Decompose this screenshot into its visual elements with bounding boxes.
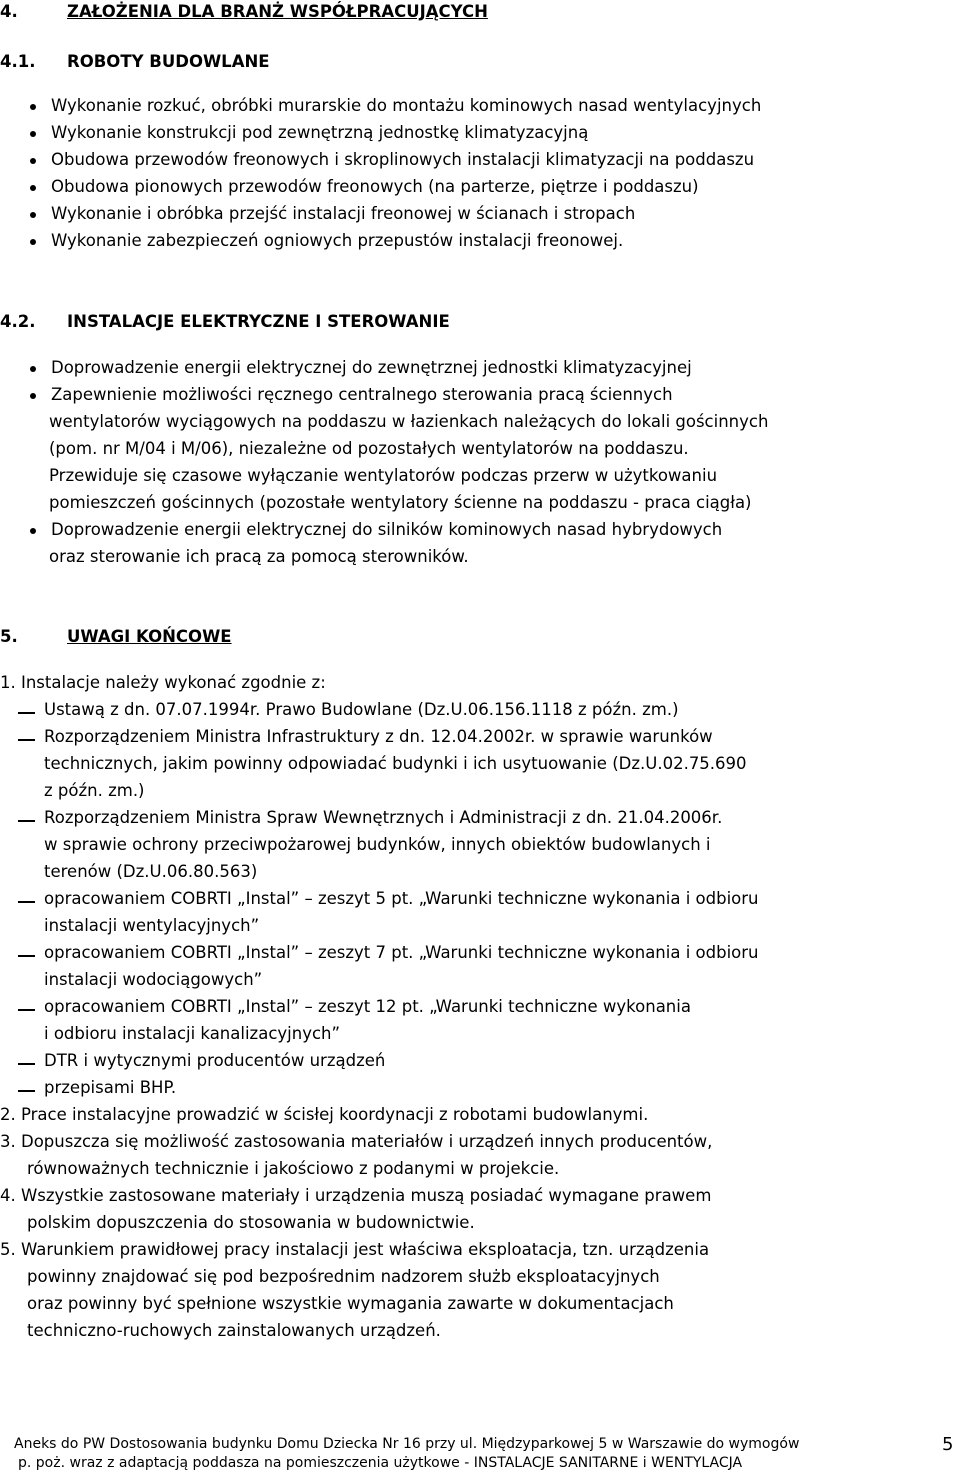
numbered-item-continuation: równoważnych technicznie i jakościowo z podanymi w projekcie. [27,1159,560,1178]
list-item: Doprowadzenie energii elektrycznej do zewnętrznej jednostki klimatyzacyjnej [51,358,692,377]
section-4-2-number: 4.2. [0,312,36,331]
numbered-item-2: 2. Prace instalacyjne prowadzić w ścisłej koordynacji z robotami budowlanymi. [0,1105,649,1124]
numbered-item-continuation: powinny znajdować się pod bezpośrednim nadzorem służb eksploatacyjnych [27,1267,660,1286]
regulation-item-continuation: terenów (Dz.U.06.80.563) [44,862,258,881]
regulation-item: Ustawą z dn. 07.07.1994r. Prawo Budowlane (Dz.U.06.156.1118 z późn. zm.) [44,700,679,719]
list-item: Obudowa przewodów freonowych i skroplinowych instalacji klimatyzacji na poddaszu [51,150,755,169]
bullet-icon [30,366,36,372]
bullet-icon [30,212,36,218]
list-item: Wykonanie konstrukcji pod zewnętrzną jednostkę klimatyzacyjną [51,123,589,142]
dash-icon [18,1009,35,1011]
bullet-icon [30,104,36,110]
regulation-item-continuation: w sprawie ochrony przeciwpożarowej budynków, innych obiektów budowlanych i [44,835,711,854]
regulation-item-continuation: instalacji wentylacyjnych” [44,916,260,935]
dash-icon [18,955,35,957]
numbered-item-continuation: oraz powinny być spełnione wszystkie wymagania zawarte w dokumentacjach [27,1294,674,1313]
numbered-item-continuation: polskim dopuszczenia do stosowania w budownictwie. [27,1213,475,1232]
list-item: Doprowadzenie energii elektrycznej do silników kominowych nasad hybrydowych [51,520,723,539]
regulation-item-continuation: instalacji wodociągowych” [44,970,263,989]
regulation-item: opracowaniem COBRTI „Instal” – zeszyt 7 pt. „Warunki techniczne wykonania i odbioru [44,943,759,962]
regulation-item: Rozporządzeniem Ministra Spraw Wewnętrznych i Administracji z dn. 21.04.2006r. [44,808,723,827]
section-5-number: 5. [0,627,18,646]
list-item: Wykonanie i obróbka przejść instalacji freonowej w ścianach i stropach [51,204,636,223]
list-item-continuation: pomieszczeń gościnnych (pozostałe wentylatory ścienne na poddaszu - praca ciągła) [49,493,752,512]
bullet-icon [30,393,36,399]
list-item: Wykonanie zabezpieczeń ogniowych przepustów instalacji freonowej. [51,231,624,250]
regulation-item: opracowaniem COBRTI „Instal” – zeszyt 5 pt. „Warunki techniczne wykonania i odbioru [44,889,759,908]
numbered-item-4: 4. Wszystkie zastosowane materiały i urządzenia muszą posiadać wymagane prawem [0,1186,712,1205]
numbered-item-continuation: techniczno-ruchowych zainstalowanych urządzeń. [27,1321,441,1340]
dash-icon [18,739,35,741]
section-4-title: ZAŁOŻENIA DLA BRANŻ WSPÓŁPRACUJĄCYCH [67,2,488,21]
page-number: 5 [942,1434,954,1455]
list-item-continuation: (pom. nr M/04 i M/06), niezależne od pozostałych wentylatorów na poddaszu. [49,439,689,458]
dash-icon [18,820,35,822]
numbered-item-1: 1. Instalacje należy wykonać zgodnie z: [0,673,326,692]
list-item-continuation: oraz sterowanie ich pracą za pomocą sterowników. [49,547,469,566]
section-4-2-title: INSTALACJE ELEKTRYCZNE I STEROWANIE [67,312,450,331]
dash-icon [18,1090,35,1092]
regulation-item: przepisami BHP. [44,1078,177,1097]
bullet-icon [30,185,36,191]
regulation-item: Rozporządzeniem Ministra Infrastruktury z dn. 12.04.2002r. w sprawie warunków [44,727,713,746]
numbered-item-3: 3. Dopuszcza się możliwość zastosowania materiałów i urządzeń innych producentów, [0,1132,713,1151]
footer-line-1: Aneks do PW Dostosowania budynku Domu Dziecka Nr 16 przy ul. Międzyparkowej 5 w Warszawie do wymogów [14,1436,800,1452]
dash-icon [18,901,35,903]
regulation-item-continuation: i odbioru instalacji kanalizacyjnych” [44,1024,341,1043]
bullet-icon [30,528,36,534]
regulation-item: opracowaniem COBRTI „Instal” – zeszyt 12 pt. „Warunki techniczne wykonania [44,997,691,1016]
list-item: Zapewnienie możliwości ręcznego centralnego sterowania pracą ściennych [51,385,673,404]
bullet-icon [30,239,36,245]
footer-line-2: p. poż. wraz z adaptacją poddasza na pomieszczenia użytkowe - INSTALACJE SANITARNE i WENTYLACJA [18,1455,743,1471]
list-item: Wykonanie rozkuć, obróbki murarskie do montażu kominowych nasad wentylacyjnych [51,96,762,115]
list-item-continuation: Przewiduje się czasowe wyłączanie wentylatorów podczas przerw w użytkowaniu [49,466,718,485]
bullet-icon [30,158,36,164]
numbered-item-5: 5. Warunkiem prawidłowej pracy instalacji jest właściwa eksploatacja, tzn. urządzenia [0,1240,710,1259]
section-5-title: UWAGI KOŃCOWE [67,627,232,646]
dash-icon [18,712,35,714]
regulation-item-continuation: technicznych, jakim powinny odpowiadać budynki i ich usytuowanie (Dz.U.02.75.690 [44,754,747,773]
regulation-item-continuation: z późn. zm.) [44,781,145,800]
section-4-1-number: 4.1. [0,52,36,71]
regulation-item: DTR i wytycznymi producentów urządzeń [44,1051,386,1070]
bullet-icon [30,131,36,137]
list-item-continuation: wentylatorów wyciągowych na poddaszu w łazienkach należących do lokali gościnnych [49,412,769,431]
dash-icon [18,1063,35,1065]
section-4-1-title: ROBOTY BUDOWLANE [67,52,270,71]
section-4-number: 4. [0,2,18,21]
list-item: Obudowa pionowych przewodów freonowych (na parterze, piętrze i poddaszu) [51,177,699,196]
